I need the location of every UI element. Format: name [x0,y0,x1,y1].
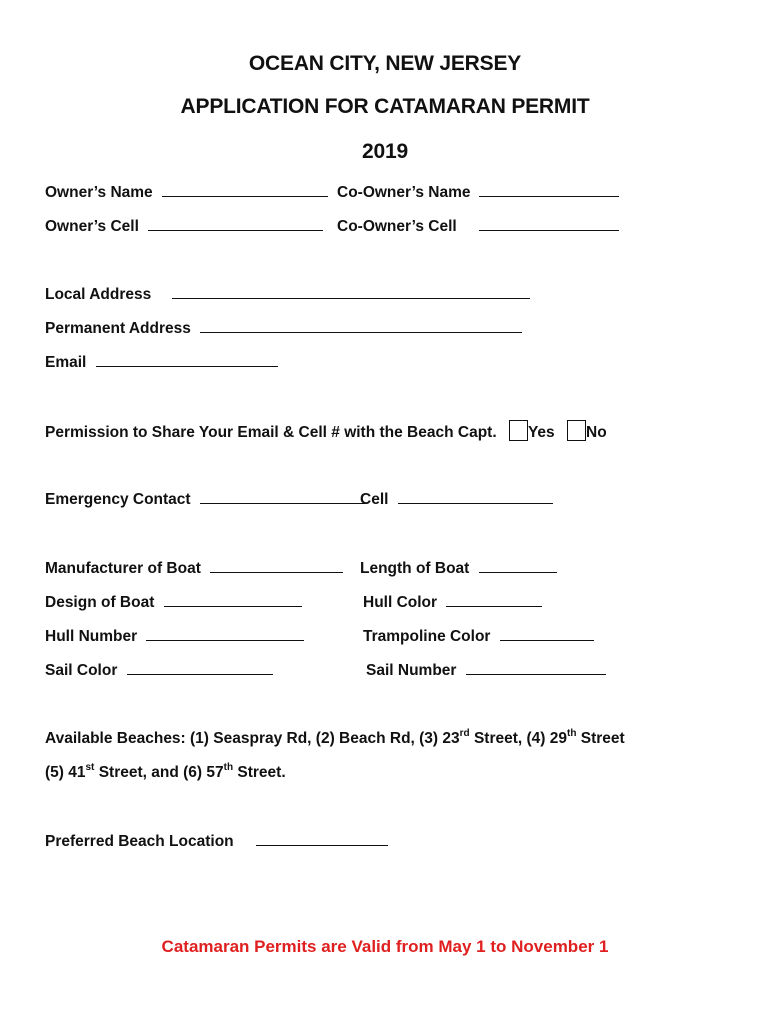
emergency-contact-row [45,489,366,510]
preferred-beach-label: Preferred Beach Location [45,833,234,850]
owners-name-label: Owner’s Name [45,184,153,201]
sail-number-row [366,660,606,681]
design-label: Design of Boat [45,594,155,611]
available-beaches-line-1 [45,729,625,749]
permission-row [45,420,607,443]
email-field[interactable] [96,352,278,367]
manufacturer-field[interactable] [210,558,343,573]
trampoline-color-row [363,626,594,647]
co-owners-cell-label: Co-Owner’s Cell [337,218,457,235]
owners-cell-row [45,216,323,237]
local-address-row [45,284,530,305]
owners-cell-label: Owner’s Cell [45,218,139,235]
sail-number-label: Sail Number [366,662,457,679]
design-field[interactable] [164,592,302,607]
hull-number-label: Hull Number [45,628,138,645]
owners-name-field[interactable] [162,182,328,197]
length-row [360,558,557,579]
email-row [45,352,278,373]
beaches-sup-rd: rd [459,728,470,739]
local-address-field[interactable] [172,284,530,299]
trampoline-color-label: Trampoline Color [363,628,491,645]
beaches-text-2b: Street, and (6) 57 [94,764,224,781]
emergency-cell-row [360,489,553,510]
local-address-label: Local Address [45,286,152,303]
trampoline-color-field[interactable] [500,626,594,641]
permanent-address-label: Permanent Address [45,320,191,337]
yes-checkbox[interactable] [509,420,528,441]
no-label: No [586,424,607,441]
emergency-contact-label: Emergency Contact [45,491,191,508]
form-title: APPLICATION FOR CATAMARAN PERMIT [180,95,590,118]
hull-color-row [363,592,542,613]
beaches-sup-th2: th [223,762,234,773]
permission-label: Permission to Share Your Email & Cell # with the Beach Capt. [45,424,497,441]
beaches-text-1b: Street, (4) 29 [469,730,567,747]
beaches-sup-st: st [85,762,95,773]
permanent-address-field[interactable] [200,318,522,333]
validity-notice: Catamaran Permits are Valid from May 1 to November 1 [161,937,609,956]
form-year: 2019 [362,140,408,163]
owners-cell-field[interactable] [148,216,323,231]
beaches-text-1c: Street [576,730,625,747]
emergency-cell-field[interactable] [398,489,553,504]
email-label: Email [45,354,87,371]
no-checkbox[interactable] [567,420,586,441]
sail-color-field[interactable] [127,660,273,675]
beaches-sup-th1: th [567,728,577,739]
emergency-contact-field[interactable] [200,489,366,504]
design-row [45,592,302,613]
city-heading: OCEAN CITY, NEW JERSEY [248,52,522,75]
hull-number-field[interactable] [146,626,304,641]
hull-color-label: Hull Color [363,594,438,611]
beaches-text-1a: Available Beaches: (1) Seaspray Rd, (2) Beach Rd, (3) 23 [45,730,460,747]
hull-color-field[interactable] [446,592,542,607]
available-beaches-line-2 [45,763,286,783]
hull-number-row [45,626,304,647]
sail-color-label: Sail Color [45,662,118,679]
manufacturer-label: Manufacturer of Boat [45,560,201,577]
permanent-address-row [45,318,522,339]
length-field[interactable] [479,558,557,573]
beaches-text-2a: (5) 41 [45,764,86,781]
owners-name-row [45,182,328,203]
co-owners-name-field[interactable] [479,182,619,197]
preferred-beach-field[interactable] [256,831,388,846]
length-label: Length of Boat [360,560,470,577]
preferred-beach-row [45,831,388,852]
sail-number-field[interactable] [466,660,606,675]
emergency-cell-label: Cell [360,491,389,508]
manufacturer-row [45,558,343,579]
sail-color-row [45,660,273,681]
beaches-text-2c: Street. [233,764,286,781]
yes-label: Yes [527,424,555,441]
co-owners-cell-field[interactable] [479,216,619,231]
co-owners-name-label: Co-Owner’s Name [337,184,471,201]
co-owners-cell-row [337,216,619,237]
co-owners-name-row [337,182,619,203]
